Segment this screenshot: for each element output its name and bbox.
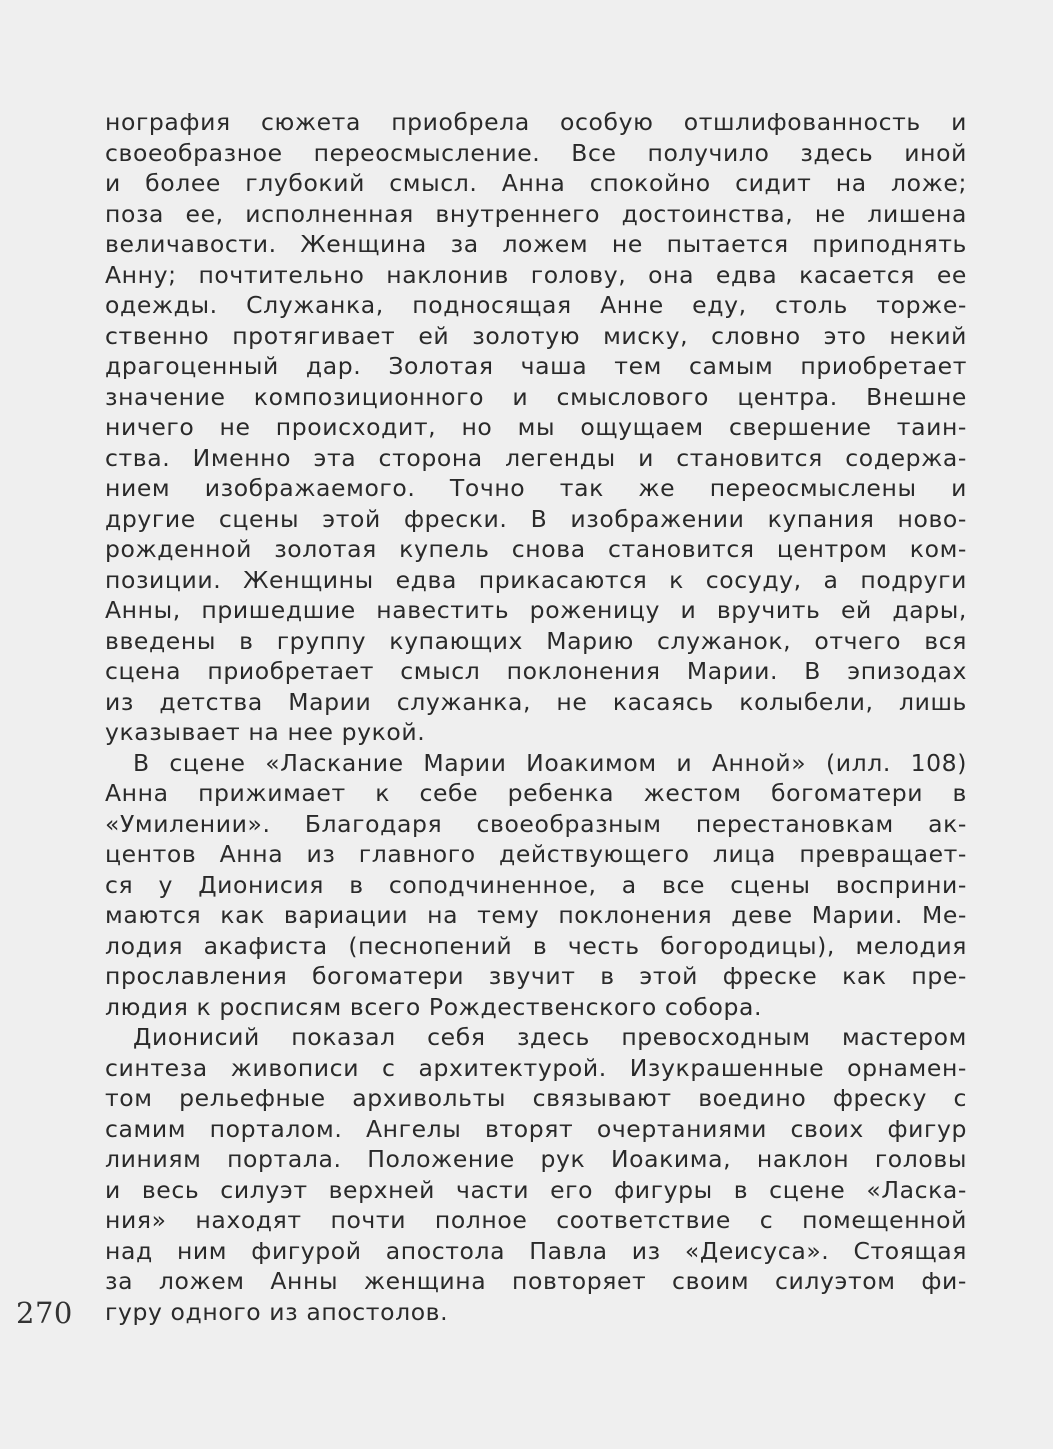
text-line: ся у Дионисия в соподчиненное, а все сцены восприни- xyxy=(105,870,967,899)
text-line: поза ее, исполненная внутреннего достоинства, не лишена xyxy=(105,199,967,228)
paragraph-3 xyxy=(105,1022,967,1327)
text-line: драгоценный дар. Золотая чаша тем самым приобретает xyxy=(105,352,967,380)
text-line: том рельефные архивольты связывают воедино фреску с xyxy=(105,1084,967,1112)
text-line: ничего не происходит, но мы ощущаем свершение таин- xyxy=(105,413,967,441)
text-line: ния» находят почти полное соответствие с помещенной xyxy=(105,1206,967,1234)
text-line: Анну; почтительно наклонив голову, она едва касается ее xyxy=(105,260,967,289)
text-line: своеобразное переосмысление. Все получило здесь иной xyxy=(105,138,967,167)
text-line: сцена приобретает смысл поклонения Марии. В эпизодах xyxy=(105,657,967,685)
text-line: Анны, пришедшие навестить роженицу и вручить ей дары, xyxy=(105,596,967,624)
text-line: лодия акафиста (песнопений в честь богородицы), мелодия xyxy=(105,931,967,960)
page-number: 270 xyxy=(16,1296,73,1330)
text-line: указывает на нее рукой. xyxy=(105,718,426,746)
text-line: гуру одного из апостолов. xyxy=(105,1297,449,1326)
text-line: Дионисий показал себя здесь превосходным мастером xyxy=(133,1023,967,1051)
text-line: Анна прижимает к себе ребенка жестом богоматери в xyxy=(105,779,967,807)
text-line: нием изображаемого. Точно так же переосмыслены и xyxy=(105,474,967,502)
text-line: величавости. Женщина за ложем не пытается приподнять xyxy=(105,230,967,258)
text-line: самим порталом. Ангелы вторят очертаниями своих фигур xyxy=(105,1114,967,1143)
text-line: одежды. Служанка, подносящая Анне еду, столь торже- xyxy=(105,291,967,319)
text-line: позиции. Женщины едва прикасаются к сосуду, а подруги xyxy=(105,565,967,594)
text-line: значение композиционного и смыслового центра. Внешне xyxy=(105,382,967,411)
paragraph-1 xyxy=(105,107,967,748)
text-line: рожденной золотая купель снова становится центром ком- xyxy=(105,535,967,563)
text-line: другие сцены этой фрески. В изображении купания ново- xyxy=(105,504,967,533)
text-line: ственно протягивает ей золотую миску, словно это некий xyxy=(105,321,967,350)
body-text xyxy=(105,107,967,1327)
text-line: за ложем Анны женщина повторяет своим силуэтом фи- xyxy=(105,1267,967,1295)
text-line: и весь силуэт верхней части его фигуры в сцене «Ласка- xyxy=(105,1175,967,1204)
text-line: нография сюжета приобрела особую отшлифованность и xyxy=(105,108,967,136)
text-line: из детства Марии служанка, не касаясь колыбели, лишь xyxy=(105,687,967,716)
text-line: введены в группу купающих Марию служанок, отчего вся xyxy=(105,626,967,655)
text-line: «Умилении». Благодаря своеобразным перестановкам ак- xyxy=(105,809,967,838)
text-line: В сцене «Ласкание Марии Иоакимом и Анной» (илл. 108) xyxy=(133,748,967,777)
text-line: линиям портала. Положение рук Иоакима, наклон головы xyxy=(105,1145,967,1173)
text-line: над ним фигурой апостола Павла из «Деисуса». Стоящая xyxy=(105,1236,967,1265)
paragraph-2 xyxy=(105,748,967,1023)
text-line: синтеза живописи с архитектурой. Изукрашенные орнамен- xyxy=(105,1053,967,1082)
text-line: ства. Именно эта сторона легенды и становится содержа- xyxy=(105,443,967,472)
text-line: прославления богоматери звучит в этой фреске как пре- xyxy=(105,962,967,990)
text-line: и более глубокий смысл. Анна спокойно сидит на ложе; xyxy=(105,169,967,197)
text-line: людия к росписям всего Рождественского собора. xyxy=(105,992,763,1021)
text-line: центов Анна из главного действующего лица превращает- xyxy=(105,840,967,868)
text-line: маются как вариации на тему поклонения деве Марии. Ме- xyxy=(105,901,967,929)
